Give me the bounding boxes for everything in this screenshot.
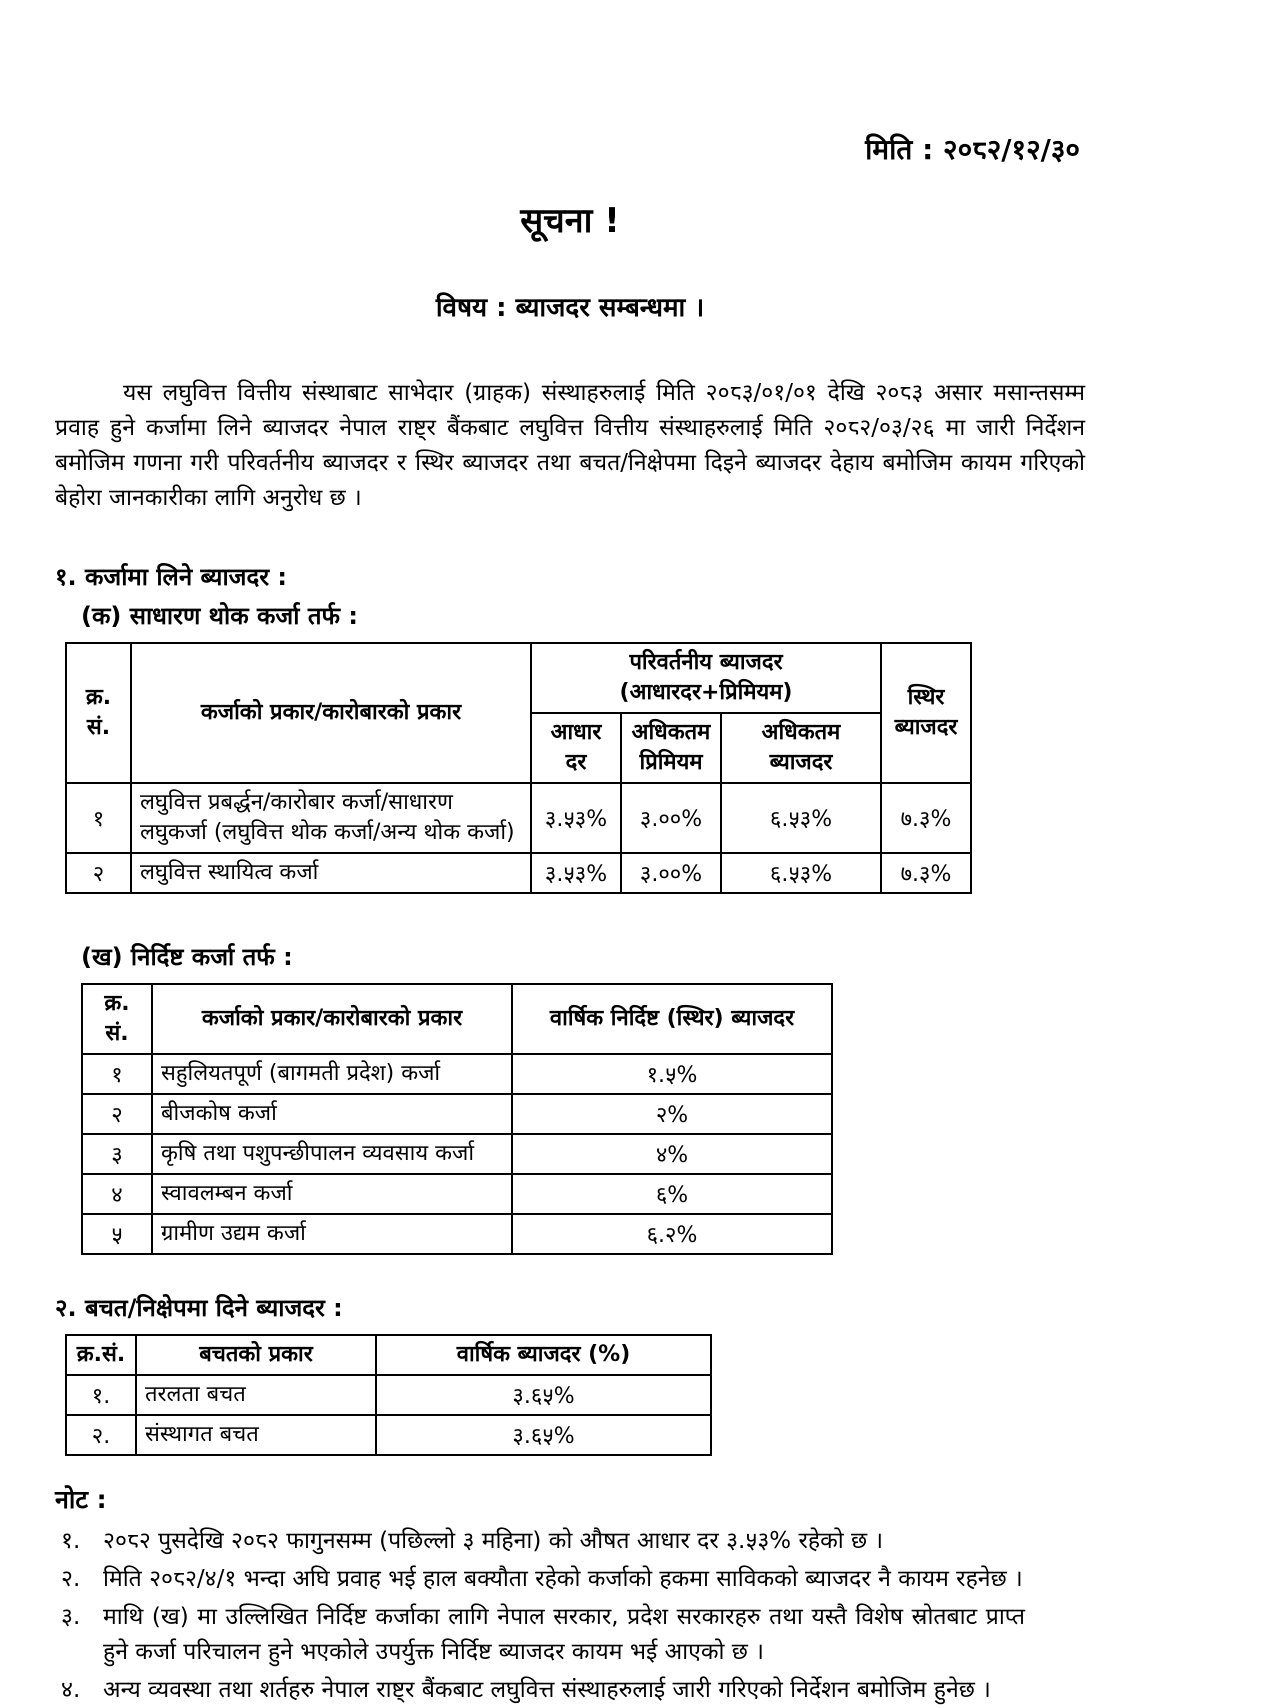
cell-savings-type: संस्थागत बचत	[136, 1415, 376, 1455]
cell-annual-rate: ४%	[512, 1134, 832, 1174]
cell-sn: ४	[82, 1174, 152, 1214]
cell-sn: १	[66, 783, 131, 853]
note-number: २.	[61, 1566, 81, 1592]
col-header-fixed-rate: स्थिर ब्याजदर	[881, 643, 971, 783]
cell-annual-rate: १.५%	[512, 1054, 832, 1094]
note-item	[55, 1562, 1085, 1597]
table-row	[66, 1415, 711, 1455]
cell-loan-type: बीजकोष कर्जा	[152, 1094, 512, 1134]
specified-loan-heading: (ख) निर्दिष्ट कर्जा तर्फ :	[81, 943, 293, 971]
cell-savings-type: तरलता बचत	[136, 1375, 376, 1415]
table-header-row	[66, 643, 971, 713]
cell-loan-type: लघुवित्त स्थायित्व कर्जा	[131, 853, 531, 893]
cell-max-premium: ३.००%	[621, 783, 721, 853]
cell-annual-rate: ६.२%	[512, 1214, 832, 1254]
table-row	[66, 853, 971, 893]
col-header-variable-group: परिवर्तनीय ब्याजदर (आधारदर+प्रिमियम)	[531, 643, 881, 713]
specified-loan-table	[81, 983, 833, 1255]
note-text: माथि (ख) मा उल्लिखित निर्दिष्ट कर्जाका लागि नेपाल सरकार, प्रदेश सरकारहरु तथा यस्तै विशेष स्रोतबाट प्राप्त हुने कर्जा परिचालन हुने भएकोले उपर्युक्त निर्दिष्ट ब्याजदर कायम भई आएको छ ।	[103, 1604, 1025, 1665]
table-row	[66, 783, 971, 853]
date-line: मिति : २०८२/१२/३०	[865, 133, 1080, 166]
cell-max-rate: ६.५३%	[721, 853, 881, 893]
col-header-max-rate: अधिकतम ब्याजदर	[721, 713, 881, 783]
cell-sn: १	[82, 1054, 152, 1094]
cell-fixed-rate: ७.३%	[881, 853, 971, 893]
col-header-loan-type: कर्जाको प्रकार/कारोबारको प्रकार	[152, 984, 512, 1054]
cell-max-rate: ६.५३%	[721, 783, 881, 853]
cell-base-rate: ३.५३%	[531, 853, 621, 893]
col-header-loan-type: कर्जाको प्रकार/कारोबारको प्रकार	[131, 643, 531, 783]
note-number: १.	[61, 1528, 81, 1554]
general-wholesale-heading: (क) साधारण थोक कर्जा तर्फ :	[81, 602, 358, 630]
table-row	[82, 1214, 832, 1254]
cell-sn: २.	[66, 1415, 136, 1455]
subject-line: विषय : ब्याजदर सम्बन्धमा ।	[435, 293, 705, 323]
cell-loan-type: कृषि तथा पशुपन्छीपालन व्यवसाय कर्जा	[152, 1134, 512, 1174]
general-wholesale-loan-table	[65, 642, 972, 894]
note-text: अन्य व्यवस्था तथा शर्तहरु नेपाल राष्ट्र बैंकबाट लघुवित्त संस्थाहरुलाई जारी गरिएको निर्देशन बमोजिम हुनेछ ।	[103, 1677, 991, 1703]
note-number: ३.	[61, 1604, 81, 1630]
note-item	[55, 1524, 1085, 1559]
table-header-row	[66, 1335, 711, 1375]
cell-base-rate: ३.५३%	[531, 783, 621, 853]
savings-section-heading: २. बचत/निक्षेपमा दिने ब्याजदर :	[55, 1294, 343, 1322]
cell-sn: १.	[66, 1375, 136, 1415]
notes-heading: नोट :	[55, 1485, 107, 1514]
savings-rate-table	[65, 1334, 712, 1456]
cell-max-premium: ३.००%	[621, 853, 721, 893]
table-row	[82, 1134, 832, 1174]
table-header-row	[82, 984, 832, 1054]
cell-fixed-rate: ७.३%	[881, 783, 971, 853]
table-row	[66, 1375, 711, 1415]
col-header-sn: क्र.सं.	[66, 1335, 136, 1375]
table-row	[82, 1094, 832, 1134]
cell-loan-type: सहुलियतपूर्ण (बागमती प्रदेश) कर्जा	[152, 1054, 512, 1094]
notes-list	[55, 1524, 1085, 1708]
table-row	[82, 1174, 832, 1214]
col-header-annual-rate: वार्षिक ब्याजदर (%)	[376, 1335, 711, 1375]
cell-annual-rate: २%	[512, 1094, 832, 1134]
cell-loan-type: स्वावलम्बन कर्जा	[152, 1174, 512, 1214]
note-item	[55, 1600, 1085, 1670]
cell-annual-rate: ३.६५%	[376, 1415, 711, 1455]
loan-section-heading: १. कर्जामा लिने ब्याजदर :	[55, 563, 287, 591]
cell-sn: ५	[82, 1214, 152, 1254]
cell-sn: २	[82, 1094, 152, 1134]
col-header-savings-type: बचतको प्रकार	[136, 1335, 376, 1375]
table-row	[82, 1054, 832, 1094]
page-title: सूचना !	[520, 201, 620, 241]
cell-loan-type: ग्रामीण उद्यम कर्जा	[152, 1214, 512, 1254]
intro-paragraph: यस लघुवित्त वित्तीय संस्थाबाट साभेदार (ग्राहक) संस्थाहरुलाई मिति २०८३/०१/०१ देखि २०८३ असार मसान्तसम्म प्रवाह हुने कर्जामा लिने ब्याजदर नेपाल राष्ट्र बैंकबाट लघुवित्त वित्तीय संस्थाहरुलाई मिति २०८२/०३/२६ मा जारी निर्देशन बमोजिम गणना गरी परिवर्तनीय ब्याजदर र स्थिर ब्याजदर तथा बचत/निक्षेपमा दिइने ब्याजदर देहाय बमोजिम कायम गरिएको बेहोरा जानकारीका लागि अनुरोध छ ।	[55, 380, 1085, 511]
col-header-max-premium: अधिकतम प्रिमियम	[621, 713, 721, 783]
col-header-base-rate: आधार दर	[531, 713, 621, 783]
col-header-annual-rate: वार्षिक निर्दिष्ट (स्थिर) ब्याजदर	[512, 984, 832, 1054]
note-number: ४.	[61, 1677, 81, 1703]
col-header-sn: क्र. सं.	[66, 643, 131, 783]
note-item	[55, 1673, 1085, 1708]
cell-loan-type: लघुवित्त प्रबर्द्धन/कारोबार कर्जा/साधारण लघुकर्जा (लघुवित्त थोक कर्जा/अन्य थोक कर्जा)	[131, 783, 531, 853]
cell-annual-rate: ६%	[512, 1174, 832, 1214]
cell-annual-rate: ३.६५%	[376, 1375, 711, 1415]
note-text: मिति २०८२/४/१ भन्दा अघि प्रवाह भई हाल बक्यौता रहेको कर्जाको हकमा साविकको ब्याजदर नै कायम रहनेछ ।	[103, 1566, 1023, 1592]
cell-sn: २	[66, 853, 131, 893]
note-text: २०८२ पुसदेखि २०८२ फागुनसम्म (पछिल्लो ३ महिना) को औषत आधार दर ३.५३% रहेको छ ।	[103, 1528, 884, 1554]
col-header-sn: क्र. सं.	[82, 984, 152, 1054]
cell-sn: ३	[82, 1134, 152, 1174]
